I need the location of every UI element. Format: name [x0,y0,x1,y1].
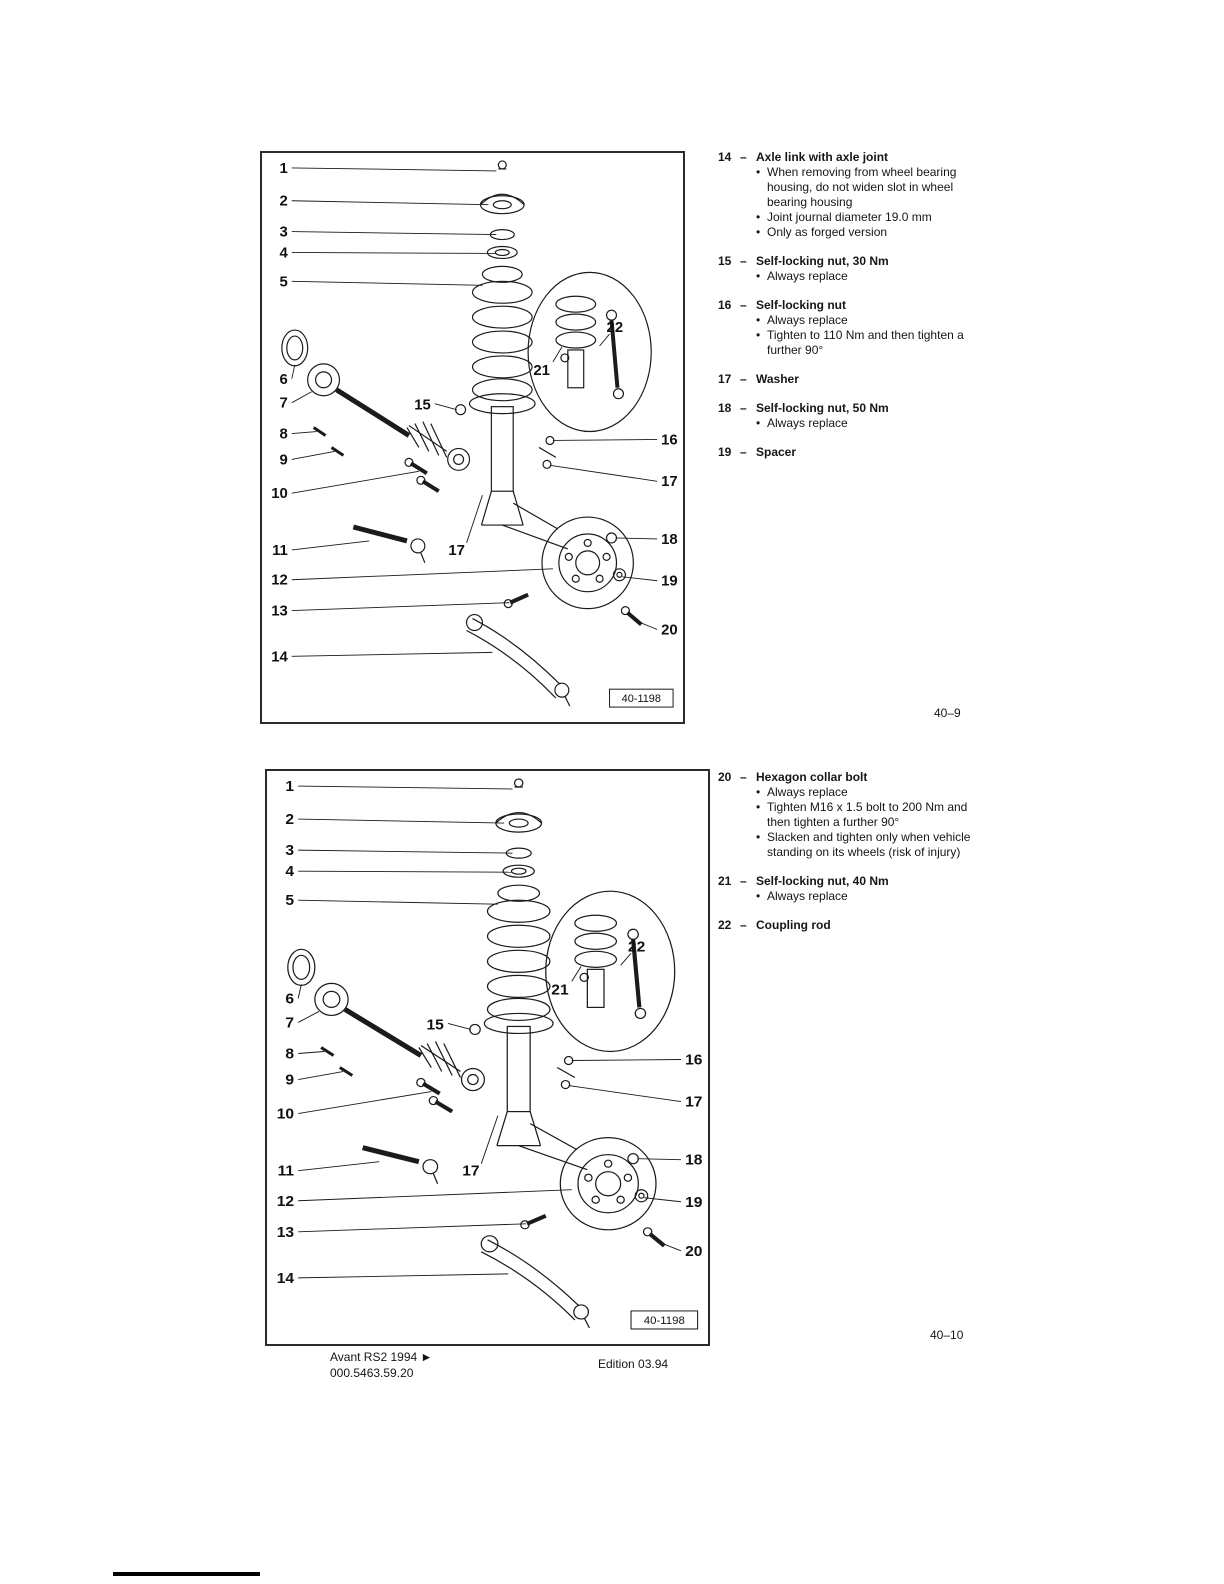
bullet-icon: • [756,785,761,799]
bullet-text: Always replace [767,785,848,799]
legend-item-21 [718,874,978,904]
suspension-diagram-top [262,153,683,722]
bullet-text: Only as forged version [767,225,888,239]
bullet-icon: • [756,830,761,844]
bullet-text: Always replace [767,416,848,430]
footer-part-number: 000.5463.59.20 [330,1366,414,1380]
callout-12: 12 [271,572,288,589]
bullet-icon: • [756,416,761,430]
callout-11: 11 [272,542,288,559]
dash: – [740,298,747,312]
legend-item-title: Self-locking nut, 40 Nm [756,874,889,888]
legend-item-18 [718,401,978,431]
legend-item-19 [718,445,978,460]
tie-rod-end [353,527,424,563]
page-number-bottom: 40–10 [930,1328,964,1342]
legend-item-title: Self-locking nut [756,298,846,312]
legend-item-title: Coupling rod [756,918,831,932]
dash: – [740,150,747,164]
legend-item-number: 18 [718,401,732,415]
legend-item-title: Self-locking nut, 50 Nm [756,401,889,415]
legend-item-title: Hexagon collar bolt [756,770,868,784]
legend-item-16 [718,298,978,358]
legend-item-number: 21 [718,874,732,888]
legend-bullet [756,785,978,800]
callout-21: 21 [533,362,550,379]
brake-disc [542,517,633,609]
footer-model-block [330,1349,432,1381]
callout-8: 8 [279,426,288,443]
legend-item-title: Washer [756,372,799,386]
legend-bullet [756,830,978,860]
legend-item-title: Self-locking nut, 30 Nm [756,254,889,268]
callout-15: 15 [414,397,431,414]
legend-bullet [756,889,978,904]
stabilizer-detail [528,272,651,431]
callout-6: 6 [279,371,288,388]
leader-lines [292,168,657,656]
callout-1: 1 [279,160,288,177]
legend-item-number: 15 [718,254,732,268]
dash: – [740,874,747,888]
legend-item-number: 20 [718,770,732,784]
figure-label [610,689,674,707]
control-arm [467,615,570,707]
coil-spring [473,281,533,400]
scan-edge-bar [113,1572,260,1576]
legend-bottom [718,770,978,947]
callout-10: 10 [271,486,288,503]
strut-top-mount [480,161,524,282]
diagram-box-bottom [265,769,710,1346]
page-number-top: 40–9 [934,706,961,720]
bullet-icon: • [756,210,761,224]
footer-model: Avant RS2 1994 ► [330,1350,433,1364]
legend-item-title: Axle link with axle joint [756,150,889,164]
legend-bullet [756,800,978,830]
legend-bullet [756,165,978,210]
legend-item-number: 16 [718,298,732,312]
legend-item-number: 22 [718,918,732,932]
legend-bullet [756,416,978,431]
callout-17-inner: 17 [448,542,465,559]
suspension-exploded-figure [271,161,677,707]
legend-item-17 [718,372,978,387]
callout-16: 16 [661,432,678,449]
dash: – [740,254,747,268]
legend-item-title: Spacer [756,445,797,459]
bullet-icon: • [756,313,761,327]
bullet-icon: • [756,165,761,179]
wheel-hub-knuckle [502,503,568,549]
legend-item-number: 19 [718,445,732,459]
callout-14: 14 [271,649,288,666]
callout-3: 3 [279,224,288,241]
callout-5: 5 [279,274,288,291]
bullet-text: Always replace [767,269,848,283]
dash: – [740,770,747,784]
bullet-text: Tighten to 110 Nm and then tighten a further 90° [767,328,964,357]
footer-edition: Edition 03.94 [598,1357,669,1371]
diagram-box-top [260,151,685,724]
bullet-text: Always replace [767,313,848,327]
bullet-icon: • [756,800,761,814]
callout-4: 4 [279,245,288,262]
callout-17-right: 17 [661,474,678,491]
legend-item-15 [718,254,978,284]
bullet-text: Always replace [767,889,848,903]
bullet-text: Joint journal diameter 19.0 mm [767,210,932,224]
drive-axle [308,364,470,470]
bullet-icon: • [756,328,761,342]
bullet-text: Slacken and tighten only when vehicle standing on its wheels (risk of injury) [767,830,971,859]
legend-bullet [756,313,978,328]
callout-numbers [271,161,677,665]
callout-13: 13 [271,603,288,620]
bullet-text: Tighten M16 x 1.5 bolt to 200 Nm and then tighten a further 90° [767,800,968,829]
legend-item-14 [718,150,978,240]
callout-7: 7 [279,395,288,412]
bullet-text: When removing from wheel bearing housing, do not widen slot in wheel bearing housing [767,165,957,209]
bullet-icon: • [756,889,761,903]
callout-19: 19 [661,573,678,590]
callout-9: 9 [279,452,288,469]
legend-item-20 [718,770,978,860]
callout-22: 22 [606,320,624,337]
dash: – [740,372,747,386]
dash: – [740,445,747,459]
dash: – [740,918,747,932]
callout-20: 20 [661,622,678,639]
dash: – [740,401,747,415]
suspension-diagram-bottom [267,771,708,1344]
legend-top [718,150,978,474]
legend-item-number: 17 [718,372,732,386]
gasket-ring [282,330,308,366]
legend-item-number: 14 [718,150,732,164]
legend-bullet [756,210,978,225]
figure-label-text: 40-1198 [621,693,661,706]
bullet-icon: • [756,269,761,283]
legend-bullet [756,328,978,358]
callout-18: 18 [661,531,678,548]
legend-bullet [756,225,978,240]
legend-bullet [756,269,978,284]
legend-item-22 [718,918,978,933]
callout-2: 2 [279,193,288,210]
bullet-icon: • [756,225,761,239]
